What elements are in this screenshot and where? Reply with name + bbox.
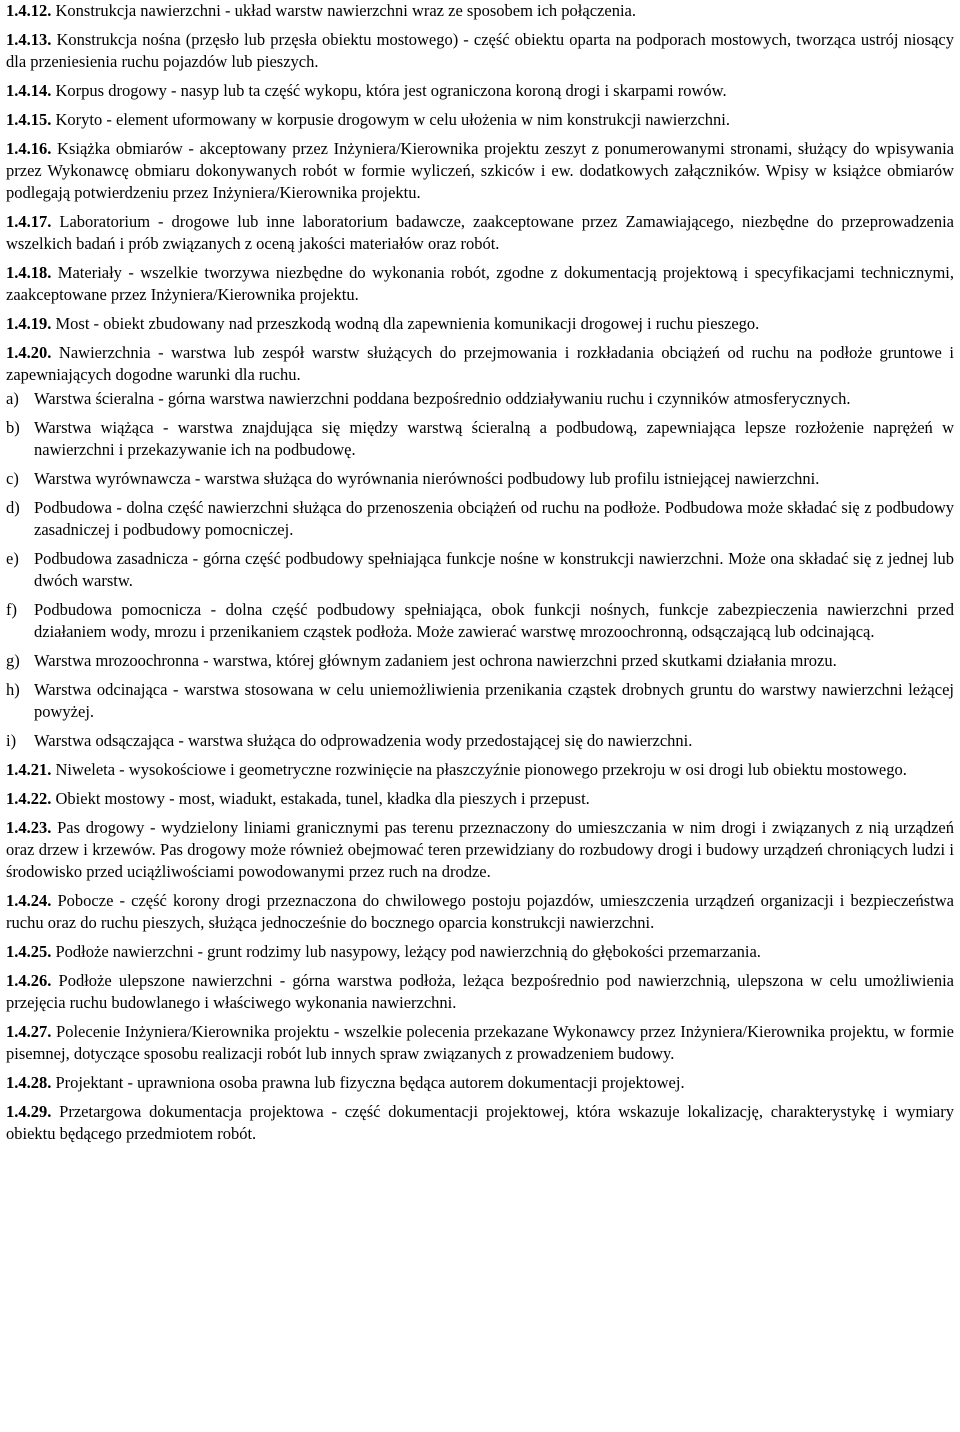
sub-item-letter: a) (6, 389, 19, 408)
definition-1-4-27 (6, 1021, 954, 1065)
definition-number: 1.4.19. (6, 314, 52, 333)
definition-text: Książka obmiarów - akceptowany przez Inżyniera/Kierownika projektu zeszyt z ponumerowanymi stronami, służący do wpisywania przez Wykonawcę obmiaru dokonywanych robót w formie wyliczeń, szkiców i ew. dodatkowych załączników. Wpisy w książce obmiarów podlegają potwierdzeniu przez Inżyniera/Kierownika projektu. (6, 139, 955, 202)
definition-text: Podłoże nawierzchni - grunt rodzimy lub nasypowy, leżący pod nawierzchnią do głębokości przemarzania. (55, 942, 761, 961)
sub-item-b (6, 417, 954, 461)
sub-item-a (6, 388, 954, 410)
definition-1-4-25 (6, 941, 954, 963)
sub-item-text: Podbudowa - dolna część nawierzchni służąca do przenoszenia obciążeń od ruchu na podłoże. Podbudowa może składać się z podbudowy zasadniczej i podbudowy pomocniczej. (34, 498, 954, 539)
sub-item-letter: c) (6, 469, 19, 488)
sub-item-text: Warstwa odsączająca - warstwa służąca do odprowadzenia wody przedostającej się do nawierzchni. (34, 731, 693, 750)
definition-text: Koryto - element uformowany w korpusie drogowym w celu ułożenia w nim konstrukcji nawierzchni. (55, 110, 730, 129)
sub-item-letter: e) (6, 549, 19, 568)
definition-text: Pobocze - część korony drogi przeznaczona do chwilowego postoju pojazdów, umieszczenia urządzeń organizacji i bezpieczeństwa ruchu oraz do ruchu pieszych, służąca jednocześnie do bocznego oparcia konstrukcji nawierzchni. (6, 891, 954, 932)
sub-item-h (6, 679, 954, 723)
definition-1-4-14 (6, 80, 954, 102)
sub-item-text: Warstwa mrozoochronna - warstwa, której głównym zadaniem jest ochrona nawierzchni przed skutkami działania mrozu. (34, 651, 837, 670)
definition-number: 1.4.26. (6, 971, 52, 990)
definition-1-4-13 (6, 29, 954, 73)
sub-item-text: Warstwa wyrównawcza - warstwa służąca do wyrównania nierówności podbudowy lub profilu istniejącej nawierzchni. (34, 469, 820, 488)
definition-number: 1.4.17. (6, 212, 52, 231)
definition-1-4-18 (6, 262, 954, 306)
definition-text: Niweleta - wysokościowe i geometryczne rozwinięcie na płaszczyźnie pionowego przekroju w osi drogi lub obiektu mostowego. (55, 760, 907, 779)
definition-number: 1.4.25. (6, 942, 52, 961)
sub-item-e (6, 548, 954, 592)
sub-item-letter: d) (6, 498, 20, 517)
sub-item-letter: b) (6, 418, 20, 437)
sub-item-text: Podbudowa zasadnicza - górna część podbudowy spełniająca funkcje nośne w konstrukcji nawierzchni. Może ona składać się z jednej lub dwóch warstw. (34, 549, 954, 590)
sub-item-text: Warstwa wiążąca - warstwa znajdująca się między warstwą ścieralną a podbudową, zapewniająca lepsze rozłożenie naprężeń w nawierzchni i przekazywanie ich na podbudowę. (34, 418, 954, 459)
definition-1-4-12 (6, 0, 954, 22)
definition-number: 1.4.29. (6, 1102, 52, 1121)
definition-number: 1.4.24. (6, 891, 52, 910)
definition-1-4-22 (6, 788, 954, 810)
sub-item-c (6, 468, 954, 490)
definition-number: 1.4.13. (6, 30, 52, 49)
definition-text: Projektant - uprawniona osoba prawna lub fizyczna będąca autorem dokumentacji projektowej. (55, 1073, 685, 1092)
definition-1-4-24 (6, 890, 954, 934)
definition-1-4-20 (6, 342, 954, 386)
sub-item-g (6, 650, 954, 672)
definition-number: 1.4.18. (6, 263, 52, 282)
definition-1-4-16 (6, 138, 954, 204)
definition-text: Nawierzchnia - warstwa lub zespół warstw służących do przejmowania i rozkładania obciążeń od ruchu na podłoże gruntowe i zapewniających dogodne warunki dla ruchu. (6, 343, 954, 384)
definition-1-4-29 (6, 1101, 954, 1145)
sub-item-text: Podbudowa pomocnicza - dolna część podbudowy spełniająca, obok funkcji nośnych, funkcje zabezpieczenia nawierzchni przed działaniem wody, mrozu i przenikaniem cząstek podłoża. Może zawierać warstwę mrozoochronną, odsączającą lub odcinającą. (34, 600, 954, 641)
sub-item-f (6, 599, 954, 643)
definition-text: Laboratorium - drogowe lub inne laboratorium badawcze, zaakceptowane przez Zamawiającego, niezbędne do przeprowadzenia wszelkich badań i prób związanych z oceną jakości materiałów oraz robót. (6, 212, 955, 253)
definition-text: Konstrukcja nawierzchni - układ warstw nawierzchni wraz ze sposobem ich połączenia. (55, 1, 636, 20)
sub-item-i (6, 730, 954, 752)
definition-1-4-23 (6, 817, 954, 883)
definition-number: 1.4.27. (6, 1022, 52, 1041)
definition-1-4-26 (6, 970, 954, 1014)
definition-text: Konstrukcja nośna (przęsło lub przęsła obiektu mostowego) - część obiektu oparta na podporach mostowych, tworząca ustrój niosący dla przeniesienia ruchu pojazdów lub pieszych. (6, 30, 954, 71)
definition-number: 1.4.28. (6, 1073, 52, 1092)
sub-item-d (6, 497, 954, 541)
definition-text: Pas drogowy - wydzielony liniami granicznymi pas terenu przeznaczony do umieszczania w nim drogi i związanych z nią urządzeń oraz drzew i krzewów. Pas drogowy może również obejmować teren przewidziany do rozbudowy drogi i budowy urządzeń chroniących ludzi i środowisko przed uciążliwościami powodowanymi przez ruch na drodze. (6, 818, 954, 881)
definition-1-4-17 (6, 211, 954, 255)
definition-text: Most - obiekt zbudowany nad przeszkodą wodną dla zapewnienia komunikacji drogowej i ruchu pieszego. (55, 314, 760, 333)
definition-1-4-15 (6, 109, 954, 131)
definition-number: 1.4.21. (6, 760, 52, 779)
definition-text: Polecenie Inżyniera/Kierownika projektu - wszelkie polecenia przekazane Wykonawcy przez Inżyniera/Kierownika projektu, w formie pisemnej, dotyczące sposobu realizacji robót lub innych spraw związanych z prowadzeniem budowy. (6, 1022, 954, 1063)
sub-item-letter: h) (6, 680, 20, 699)
sub-item-text: Warstwa ścieralna - górna warstwa nawierzchni poddana bezpośrednio oddziaływaniu ruchu i czynników atmosferycznych. (34, 389, 851, 408)
sub-item-letter: g) (6, 651, 20, 670)
definition-number: 1.4.16. (6, 139, 52, 158)
definition-text: Obiekt mostowy - most, wiadukt, estakada, tunel, kładka dla pieszych i przepust. (55, 789, 590, 808)
definition-number: 1.4.15. (6, 110, 52, 129)
sub-item-text: Warstwa odcinająca - warstwa stosowana w celu uniemożliwienia przenikania cząstek drobnych gruntu do warstwy nawierzchni leżącej powyżej. (34, 680, 954, 721)
definition-number: 1.4.23. (6, 818, 52, 837)
sub-item-letter: i) (6, 731, 17, 750)
definition-number: 1.4.14. (6, 81, 52, 100)
definition-1-4-21 (6, 759, 954, 781)
definition-text: Materiały - wszelkie tworzywa niezbędne do wykonania robót, zgodne z dokumentacją projektową i specyfikacjami technicznymi, zaakceptowane przez Inżyniera/Kierownika projektu. (6, 263, 954, 304)
definition-number: 1.4.20. (6, 343, 52, 362)
definition-text: Korpus drogowy - nasyp lub ta część wykopu, która jest ograniczona koroną drogi i skarpami rowów. (55, 81, 727, 100)
definition-1-4-28 (6, 1072, 954, 1094)
definition-1-4-19 (6, 313, 954, 335)
definition-number: 1.4.22. (6, 789, 52, 808)
sub-item-letter: f) (6, 600, 17, 619)
definition-text: Podłoże ulepszone nawierzchni - górna warstwa podłoża, leżąca bezpośrednio pod nawierzchnią, ulepszona w celu umożliwienia przejęcia ruchu budowlanego i właściwego wykonania nawierzchni. (6, 971, 955, 1012)
definition-text: Przetargowa dokumentacja projektowa - część dokumentacji projektowej, która wskazuje lokalizację, charakterystykę i wymiary obiektu będącego przedmiotem robót. (6, 1102, 955, 1143)
definition-number: 1.4.12. (6, 1, 52, 20)
